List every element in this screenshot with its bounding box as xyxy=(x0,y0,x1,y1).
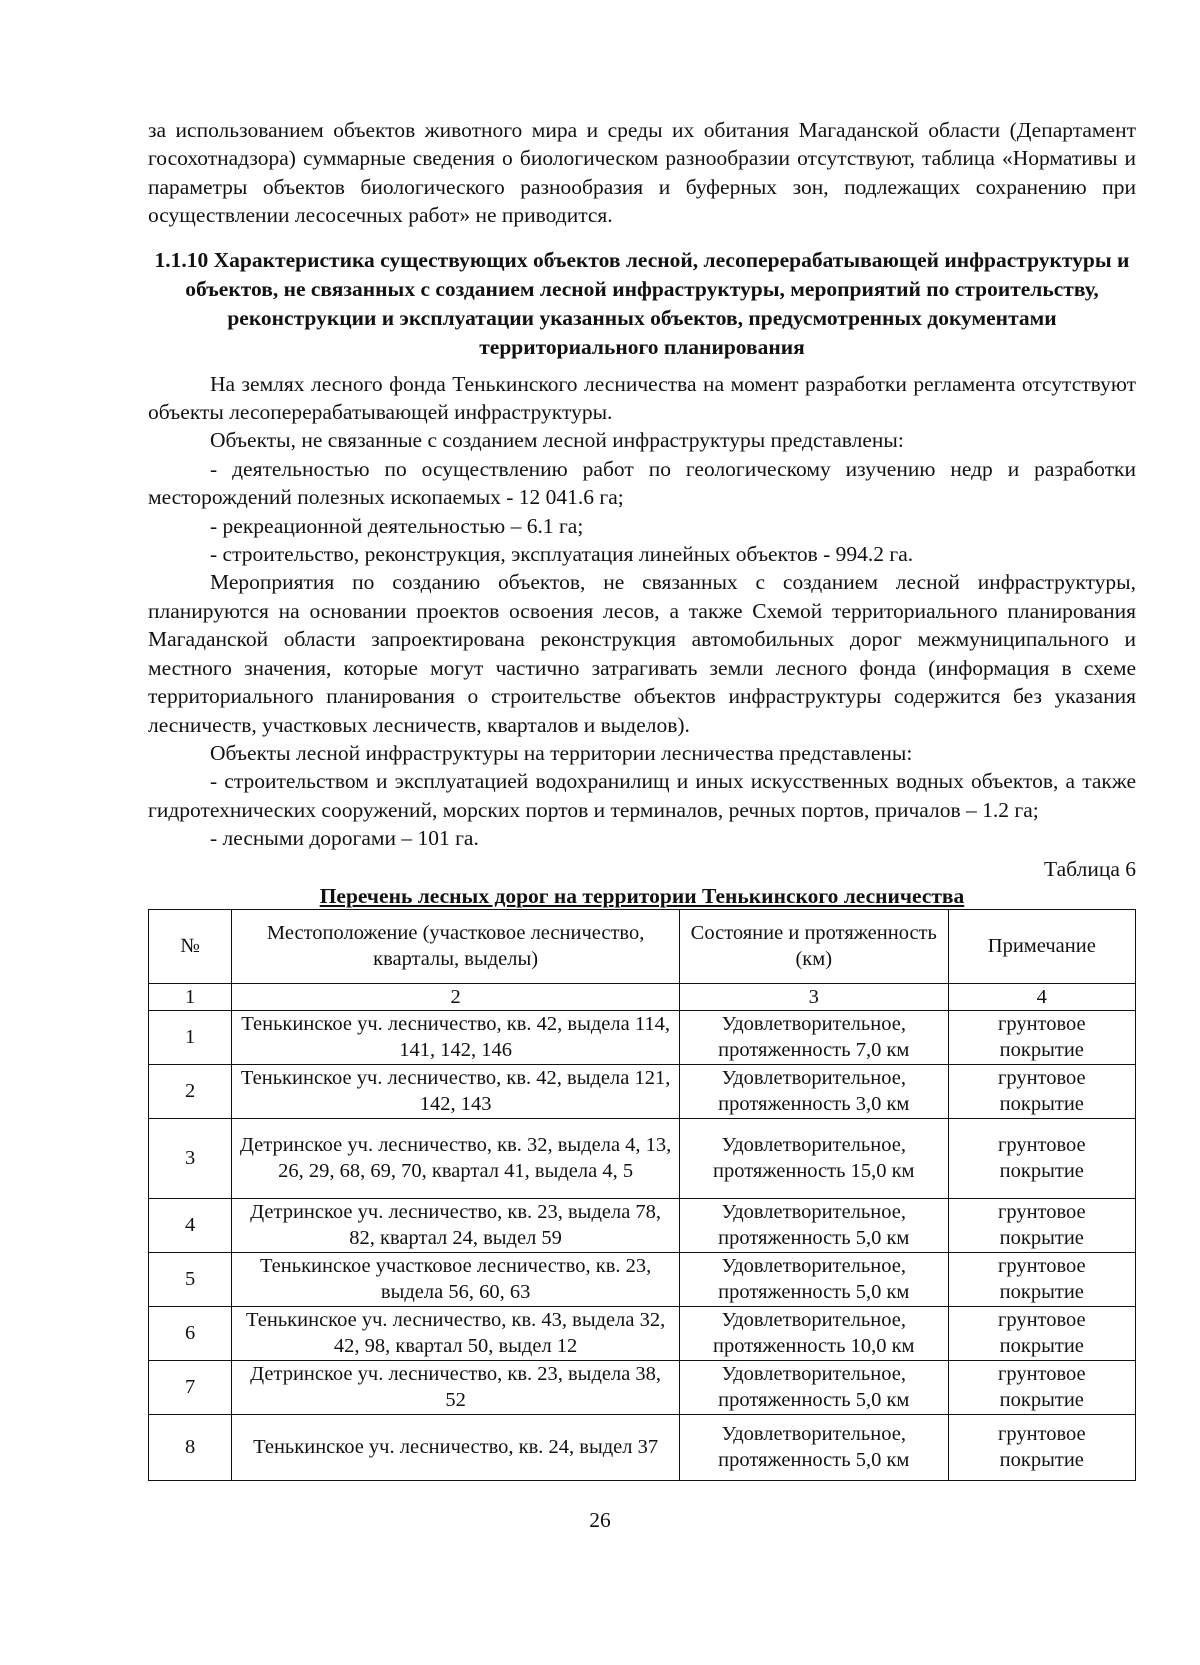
table-number: Таблица 6 xyxy=(1044,856,1136,881)
header-note: Примечание xyxy=(948,909,1135,983)
column-number-cell: 1 xyxy=(149,983,232,1010)
cell-location: Тенькинское уч. лесничество, кв. 43, выдела 32, 42, 98, квартал 50, выдел 12 xyxy=(232,1306,680,1360)
cell-state: Удовлетворительное, протяженность 3,0 км xyxy=(679,1064,948,1118)
cell-number: 8 xyxy=(149,1414,232,1480)
header-state: Состояние и протяженность (км) xyxy=(679,909,948,983)
table-row xyxy=(149,1010,1136,1064)
cell-location: Тенькинское уч. лесничество, кв. 42, выдела 114, 141, 142, 146 xyxy=(232,1010,680,1064)
column-number-cell: 3 xyxy=(679,983,948,1010)
cell-state: Удовлетворительное, протяженность 5,0 км xyxy=(679,1198,948,1252)
cell-number: 7 xyxy=(149,1360,232,1414)
cell-number: 3 xyxy=(149,1118,232,1198)
page-number: 26 xyxy=(589,1508,611,1532)
cell-note: грунтовое покрытие xyxy=(948,1118,1135,1198)
forest-roads-table xyxy=(148,909,1136,1481)
section-heading: 1.1.10 Характеристика существующих объектов лесной, лесоперерабатывающей инфраструктуры и объектов, не связанных с созданием лесной инфраструктуры, мероприятий по строительству, реконструкции и эксплуатации указанных объектов, предусмотренных документами территориального планирования xyxy=(154,247,1130,359)
table-row xyxy=(149,1198,1136,1252)
cell-number: 5 xyxy=(149,1252,232,1306)
list-item-linear-objects: - строительство, реконструкция, эксплуатация линейных объектов - 994.2 га. xyxy=(210,542,914,567)
column-number-cell: 4 xyxy=(948,983,1135,1010)
cell-state: Удовлетворительное, протяженность 5,0 км xyxy=(679,1414,948,1480)
header-number: № xyxy=(149,909,232,983)
cell-state: Удовлетворительное, протяженность 10,0 км xyxy=(679,1306,948,1360)
page-content xyxy=(148,116,1136,1481)
list-item-water-objects: - строительством и эксплуатацией водохранилищ и иных искусственных водных объектов, а также гидротехнических сооружений, морских портов и терминалов, речных портов, причалов – 1.2 га; xyxy=(148,769,1136,822)
column-number-cell: 2 xyxy=(232,983,680,1010)
cell-number: 2 xyxy=(149,1064,232,1118)
list-item-recreation: - рекреационной деятельностью – 6.1 га; xyxy=(210,513,584,538)
cell-location: Детринское уч. лесничество, кв. 23, выдела 38, 52 xyxy=(232,1360,680,1414)
cell-state: Удовлетворительное, протяженность 15,0 км xyxy=(679,1118,948,1198)
cell-state: Удовлетворительное, протяженность 5,0 км xyxy=(679,1252,948,1306)
table-row xyxy=(149,1414,1136,1480)
cell-number: 4 xyxy=(149,1198,232,1252)
table-row xyxy=(149,1252,1136,1306)
table-row xyxy=(149,1360,1136,1414)
paragraph-planning: Мероприятия по созданию объектов, не связанных с созданием лесной инфраструктуры, планируются на основании проектов освоения лесов, а также Схемой территориального планирования Магаданской области запроектирована реконструкция автомобильных дорог межмуниципального и местного значения, которые могут частично затрагивать земли лесного фонда (информация в схеме территориального планирования о строительстве объектов инфраструктуры содержится без указания лесничеств, участковых лесничеств, кварталов и выделов). xyxy=(148,570,1136,737)
paragraph-forest-infrastructure: Объекты лесной инфраструктуры на территории лесничества представлены: xyxy=(210,740,913,765)
paragraph-infrastructure-absent: На землях лесного фонда Тенькинского лесничества на момент разработки регламента отсутствуют объекты лесоперерабатывающей инфраструктуры. xyxy=(148,371,1136,425)
paragraph-non-forest-objects: Объекты, не связанные с созданием лесной инфраструктуры представлены: xyxy=(210,428,904,453)
list-item-geology: - деятельностью по осуществлению работ по геологическому изучению недр и разработки месторождений полезных ископаемых - 12 041.6 га; xyxy=(148,456,1136,510)
cell-note: грунтовое покрытие xyxy=(948,1252,1135,1306)
cell-location: Детринское уч. лесничество, кв. 32, выдела 4, 13, 26, 29, 68, 69, 70, квартал 41, выдела 4, 5 xyxy=(232,1118,680,1198)
cell-note: грунтовое покрытие xyxy=(948,1064,1135,1118)
cell-state: Удовлетворительное, протяженность 7,0 км xyxy=(679,1010,948,1064)
table-row xyxy=(149,1064,1136,1118)
cell-note: грунтовое покрытие xyxy=(948,1306,1135,1360)
cell-location: Тенькинское уч. лесничество, кв. 24, выдел 37 xyxy=(232,1414,680,1480)
cell-location: Тенькинское уч. лесничество, кв. 42, выдела 121, 142, 143 xyxy=(232,1064,680,1118)
cell-note: грунтовое покрытие xyxy=(948,1360,1135,1414)
table-header-row xyxy=(149,909,1136,983)
cell-note: грунтовое покрытие xyxy=(948,1198,1135,1252)
cell-location: Тенькинское участковое лесничество, кв. 23, выдела 56, 60, 63 xyxy=(232,1252,680,1306)
cell-number: 6 xyxy=(149,1306,232,1360)
table-title: Перечень лесных дорог на территории Тенькинского лесничества xyxy=(319,883,965,908)
header-location: Местоположение (участковое лесничество, кварталы, выделы) xyxy=(232,909,680,983)
cell-location: Детринское уч. лесничество, кв. 23, выдела 78, 82, квартал 24, выдел 59 xyxy=(232,1198,680,1252)
cell-note: грунтовое покрытие xyxy=(948,1414,1135,1480)
table-row xyxy=(149,1118,1136,1198)
cell-note: грунтовое покрытие xyxy=(948,1010,1135,1064)
cell-number: 1 xyxy=(149,1010,232,1064)
list-item-forest-roads: - лесными дорогами – 101 га. xyxy=(210,826,479,851)
table-column-numbers-row xyxy=(149,983,1136,1010)
cell-state: Удовлетворительное, протяженность 5,0 км xyxy=(679,1360,948,1414)
table-row xyxy=(149,1306,1136,1360)
intro-paragraph: за использованием объектов животного мира и среды их обитания Магаданской области (Департамент госохотнадзора) суммарные сведения о биологическом разнообразии отсутствуют, таблица «Нормативы и параметры объектов биологического разнообразия и буферных зон, подлежащих сохранению при осуществлении лесосечных работ» не приводится. xyxy=(148,118,1136,228)
